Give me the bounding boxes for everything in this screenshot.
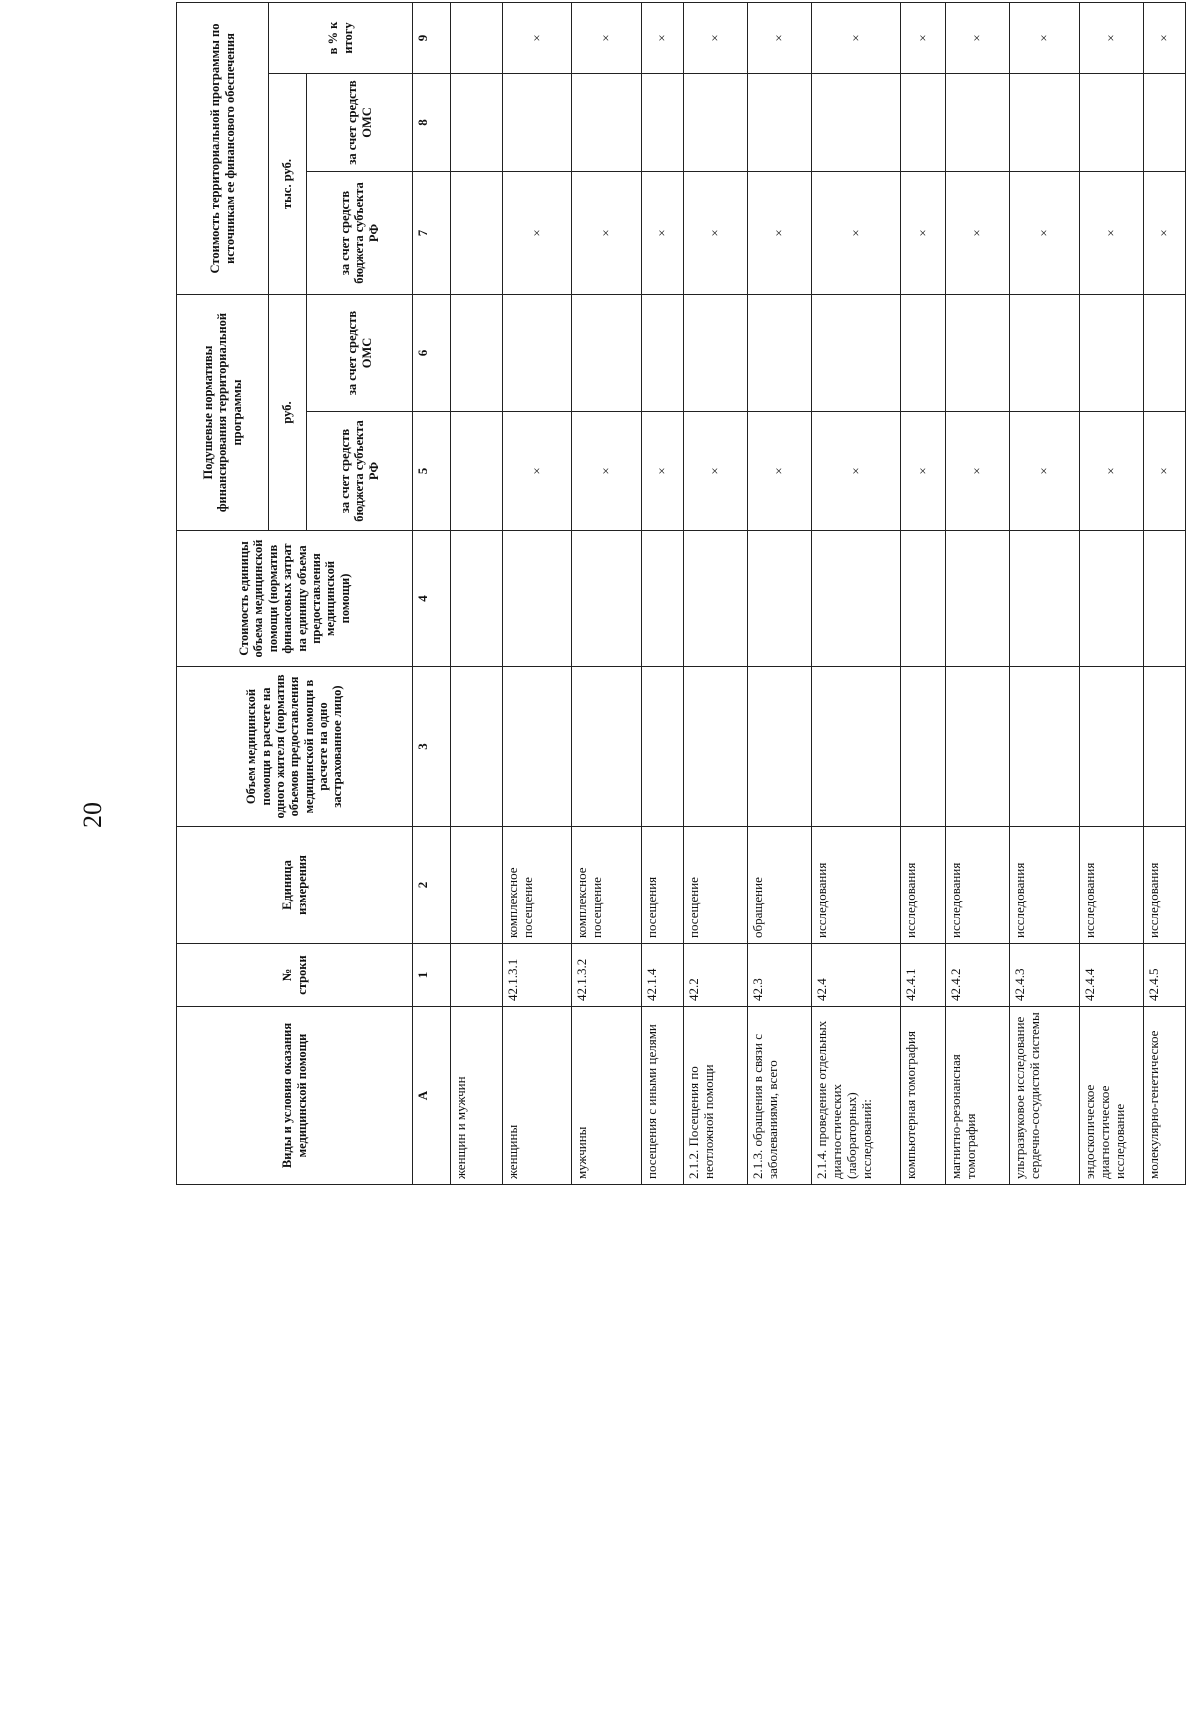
row-number: 42.1.4 [641,944,683,1007]
column-numbers-row [413,2,451,1184]
row-cell-4 [1143,531,1185,667]
row-cell-3 [811,667,900,827]
row-cell-5: × [811,412,900,531]
row-number: 42.1.3.2 [572,944,642,1007]
header-oms-8: за счет средств ОМС [307,74,413,172]
row-cell-9: × [901,2,946,73]
table-row [641,2,683,1184]
row-cell-5: × [572,412,642,531]
row-cell-8 [1143,74,1185,172]
row-cell-5: × [747,412,811,531]
row-unit: посещения [641,827,683,944]
table-row [1010,2,1080,1184]
colnum-a: А [413,1007,451,1185]
row-unit: исследования [811,827,900,944]
row-cell-4 [811,531,900,667]
row-label: женщины [502,1007,572,1185]
row-label: компьютерная томография [901,1007,946,1185]
table-row [1143,2,1185,1184]
row-cell-9: × [502,2,572,73]
row-cell-8 [901,74,946,172]
row-cell-6 [683,295,747,412]
data-table [176,2,1186,1185]
table-row [811,2,900,1184]
header-group-cost: Стоимость территориальной программы по источникам ее финансового обеспечения [177,2,269,294]
row-cell-7 [451,172,503,295]
row-cell-9: × [641,2,683,73]
row-cell-6 [747,295,811,412]
row-cell-9: × [1143,2,1185,73]
table-row [946,2,1010,1184]
row-unit: исследования [901,827,946,944]
row-cell-4 [572,531,642,667]
row-cell-7: × [901,172,946,295]
row-cell-3 [1143,667,1185,827]
table-row [901,2,946,1184]
row-cell-7: × [641,172,683,295]
row-cell-5: × [1143,412,1185,531]
header-group-norms: Подушевые нормативы финансирования территориальной программы [177,295,269,531]
row-cell-3 [641,667,683,827]
row-cell-8 [811,74,900,172]
row-cell-9: × [1010,2,1080,73]
row-cell-6 [502,295,572,412]
header-budget-5: за счет средств бюджета субъекта РФ [307,412,413,531]
row-number: 42.4.2 [946,944,1010,1007]
colnum-4: 4 [413,531,451,667]
row-cell-6 [946,295,1010,412]
row-cell-6 [1079,295,1143,412]
row-cell-4 [502,531,572,667]
row-cell-7: × [747,172,811,295]
row-number [451,944,503,1007]
row-cell-9: × [811,2,900,73]
row-unit: обращение [747,827,811,944]
row-cell-7: × [1010,172,1080,295]
row-unit: комплексное посещение [502,827,572,944]
row-number: 42.3 [747,944,811,1007]
row-unit: исследования [946,827,1010,944]
row-cell-7: × [946,172,1010,295]
page-number: 20 [78,802,107,828]
row-label: посещения с иными целями [641,1007,683,1185]
header-budget-7: за счет средств бюджета субъекта РФ [307,172,413,295]
row-cell-6 [811,295,900,412]
row-cell-3 [1010,667,1080,827]
row-unit: исследования [1010,827,1080,944]
row-cell-5: × [1010,412,1080,531]
colnum-8: 8 [413,74,451,172]
colnum-1: 1 [413,944,451,1007]
row-cell-8 [451,74,503,172]
row-cell-5: × [946,412,1010,531]
header-col-3: Объем медицинской помощи в расчете на одного жителя (норматив объемов предоставления медицинской помощи в расчете на одно застрахованное лицо) [177,667,413,827]
row-cell-7: × [683,172,747,295]
row-cell-6 [1143,295,1185,412]
row-unit: комплексное посещение [572,827,642,944]
row-label: магнитно-резонансная томография [946,1007,1010,1185]
row-cell-8 [1079,74,1143,172]
rotated-table-container [176,21,1186,1185]
row-cell-6 [1010,295,1080,412]
colnum-9: 9 [413,2,451,73]
row-cell-7: × [572,172,642,295]
row-cell-8 [946,74,1010,172]
row-cell-3 [451,667,503,827]
table-row [572,2,642,1184]
table-row [1079,2,1143,1184]
row-cell-9 [451,2,503,73]
row-cell-3 [1079,667,1143,827]
row-cell-4 [1010,531,1080,667]
row-cell-5: × [1079,412,1143,531]
row-unit: исследования [1079,827,1143,944]
row-cell-5: × [901,412,946,531]
header-col-2: Единица измерения [177,827,413,944]
row-cell-8 [572,74,642,172]
row-cell-8 [683,74,747,172]
header-col-a: Виды и условия оказания медицинской помощи [177,1007,413,1185]
row-cell-8 [641,74,683,172]
row-number: 42.4 [811,944,900,1007]
header-norms-unit: руб. [269,295,307,531]
row-cell-9: × [1079,2,1143,73]
row-cell-8 [502,74,572,172]
header-oms-6: за счет средств ОМС [307,295,413,412]
row-cell-4 [747,531,811,667]
row-cell-5: × [641,412,683,531]
row-cell-8 [747,74,811,172]
row-cell-3 [946,667,1010,827]
row-cell-8 [1010,74,1080,172]
row-cell-5 [451,412,503,531]
row-number: 42.4.4 [1079,944,1143,1007]
row-cell-9: × [683,2,747,73]
row-cell-4 [641,531,683,667]
header-col-4: Стоимость единицы объема медицинской помощи (норматив финансовых затрат на единицу объема предоставления медицинской помощи) [177,531,413,667]
row-cell-4 [1079,531,1143,667]
colnum-2: 2 [413,827,451,944]
row-cell-6 [901,295,946,412]
row-cell-6 [641,295,683,412]
row-cell-3 [747,667,811,827]
table-row [747,2,811,1184]
row-cell-5: × [502,412,572,531]
table-row [451,2,503,1184]
table-row [502,2,572,1184]
colnum-5: 5 [413,412,451,531]
row-label: 2.1.3. обращения в связи с заболеваниями, всего [747,1007,811,1185]
row-number: 42.2 [683,944,747,1007]
row-cell-7: × [811,172,900,295]
row-label: молекулярно-генетическое [1143,1007,1185,1185]
row-cell-3 [502,667,572,827]
row-unit: исследования [1143,827,1185,944]
row-label: 2.1.4. проведение отдельных диагностических (лабораторных) исследований: [811,1007,900,1185]
row-cell-9: × [946,2,1010,73]
row-cell-9: × [572,2,642,73]
row-number: 42.4.1 [901,944,946,1007]
row-number: 42.4.5 [1143,944,1185,1007]
colnum-6: 6 [413,295,451,412]
row-cell-3 [683,667,747,827]
colnum-7: 7 [413,172,451,295]
header-col-1: № строки [177,944,413,1007]
row-unit: посещение [683,827,747,944]
row-cell-7: × [1143,172,1185,295]
row-label: 2.1.2. Посещения по неотложной помощи [683,1007,747,1185]
row-cell-4 [683,531,747,667]
row-label: эндоскопическое диагностическое исследование [1079,1007,1143,1185]
colnum-3: 3 [413,667,451,827]
row-cell-4 [451,531,503,667]
row-cell-6 [451,295,503,412]
row-number: 42.1.3.1 [502,944,572,1007]
header-cost-unit: тыс. руб. [269,74,307,295]
row-cell-7: × [502,172,572,295]
row-cell-4 [946,531,1010,667]
header-percent: в % к итогу [269,2,413,73]
row-cell-3 [572,667,642,827]
row-number: 42.4.3 [1010,944,1080,1007]
row-cell-6 [572,295,642,412]
row-cell-4 [901,531,946,667]
table-row [683,2,747,1184]
row-label: женщин и мужчин [451,1007,503,1185]
row-unit [451,827,503,944]
row-cell-3 [901,667,946,827]
row-cell-9: × [747,2,811,73]
row-cell-7: × [1079,172,1143,295]
row-label: ультразвуковое исследование сердечно-сосудистой системы [1010,1007,1080,1185]
row-label: мужчины [572,1007,642,1185]
table-body [451,2,1186,1184]
row-cell-5: × [683,412,747,531]
